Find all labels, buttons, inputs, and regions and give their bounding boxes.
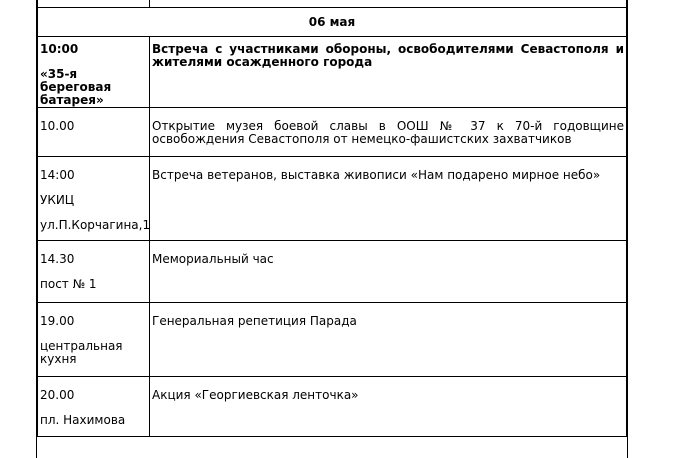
event-description: Акция «Георгиевская ленточка» [152, 388, 359, 402]
table-row [38, 108, 627, 157]
time-place-cell [38, 241, 150, 303]
event-description: Генеральная репетиция Парада [152, 314, 357, 328]
event-cell [150, 303, 627, 377]
event-cell [150, 37, 627, 108]
event-time: 14.30 [40, 252, 75, 266]
event-address: ул.П.Корчагина,1 [40, 218, 151, 232]
document-page [36, 0, 628, 458]
event-description: Открытие музея боевой славы в ООШ № 37 к 70-й годовщине освобождения Севастополя от немецко-фашистских захватчиков [152, 119, 624, 146]
event-place: пл. Нахимова [40, 413, 126, 427]
day-heading: 06 мая [38, 8, 627, 37]
event-cell [150, 157, 627, 241]
event-time: 10:00 [40, 42, 79, 56]
time-place-cell [38, 37, 150, 108]
table-row [38, 0, 627, 8]
table-row [38, 241, 627, 303]
event-place: «35-я береговая батарея» [40, 67, 112, 107]
empty-cell [38, 0, 150, 8]
event-cell [150, 241, 627, 303]
event-place: пост № 1 [40, 277, 97, 291]
table-row [38, 303, 627, 377]
table-row [38, 37, 627, 108]
event-place: центральная кухня [40, 339, 123, 366]
event-description: Мемориальный час [152, 252, 274, 266]
time-place-cell [38, 377, 150, 437]
event-time: 20.00 [40, 388, 75, 402]
event-description: Встреча с участниками обороны, освободителями Севастополя и жителями осажденного города [152, 42, 624, 69]
time-place-cell [38, 108, 150, 157]
event-description: Встреча ветеранов, выставка живописи «Нам подарено мирное небо» [152, 168, 601, 182]
event-time: 14:00 [40, 168, 75, 182]
time-place-cell [38, 157, 150, 241]
event-place: УКИЦ [40, 193, 75, 207]
event-cell [150, 377, 627, 437]
day-header-row [38, 8, 627, 37]
event-cell [150, 108, 627, 157]
table-row [38, 377, 627, 437]
event-time: 10.00 [40, 119, 75, 133]
event-time: 19.00 [40, 314, 75, 328]
schedule-table [37, 0, 627, 437]
time-place-cell [38, 303, 150, 377]
table-row [38, 157, 627, 241]
empty-cell [150, 0, 627, 8]
